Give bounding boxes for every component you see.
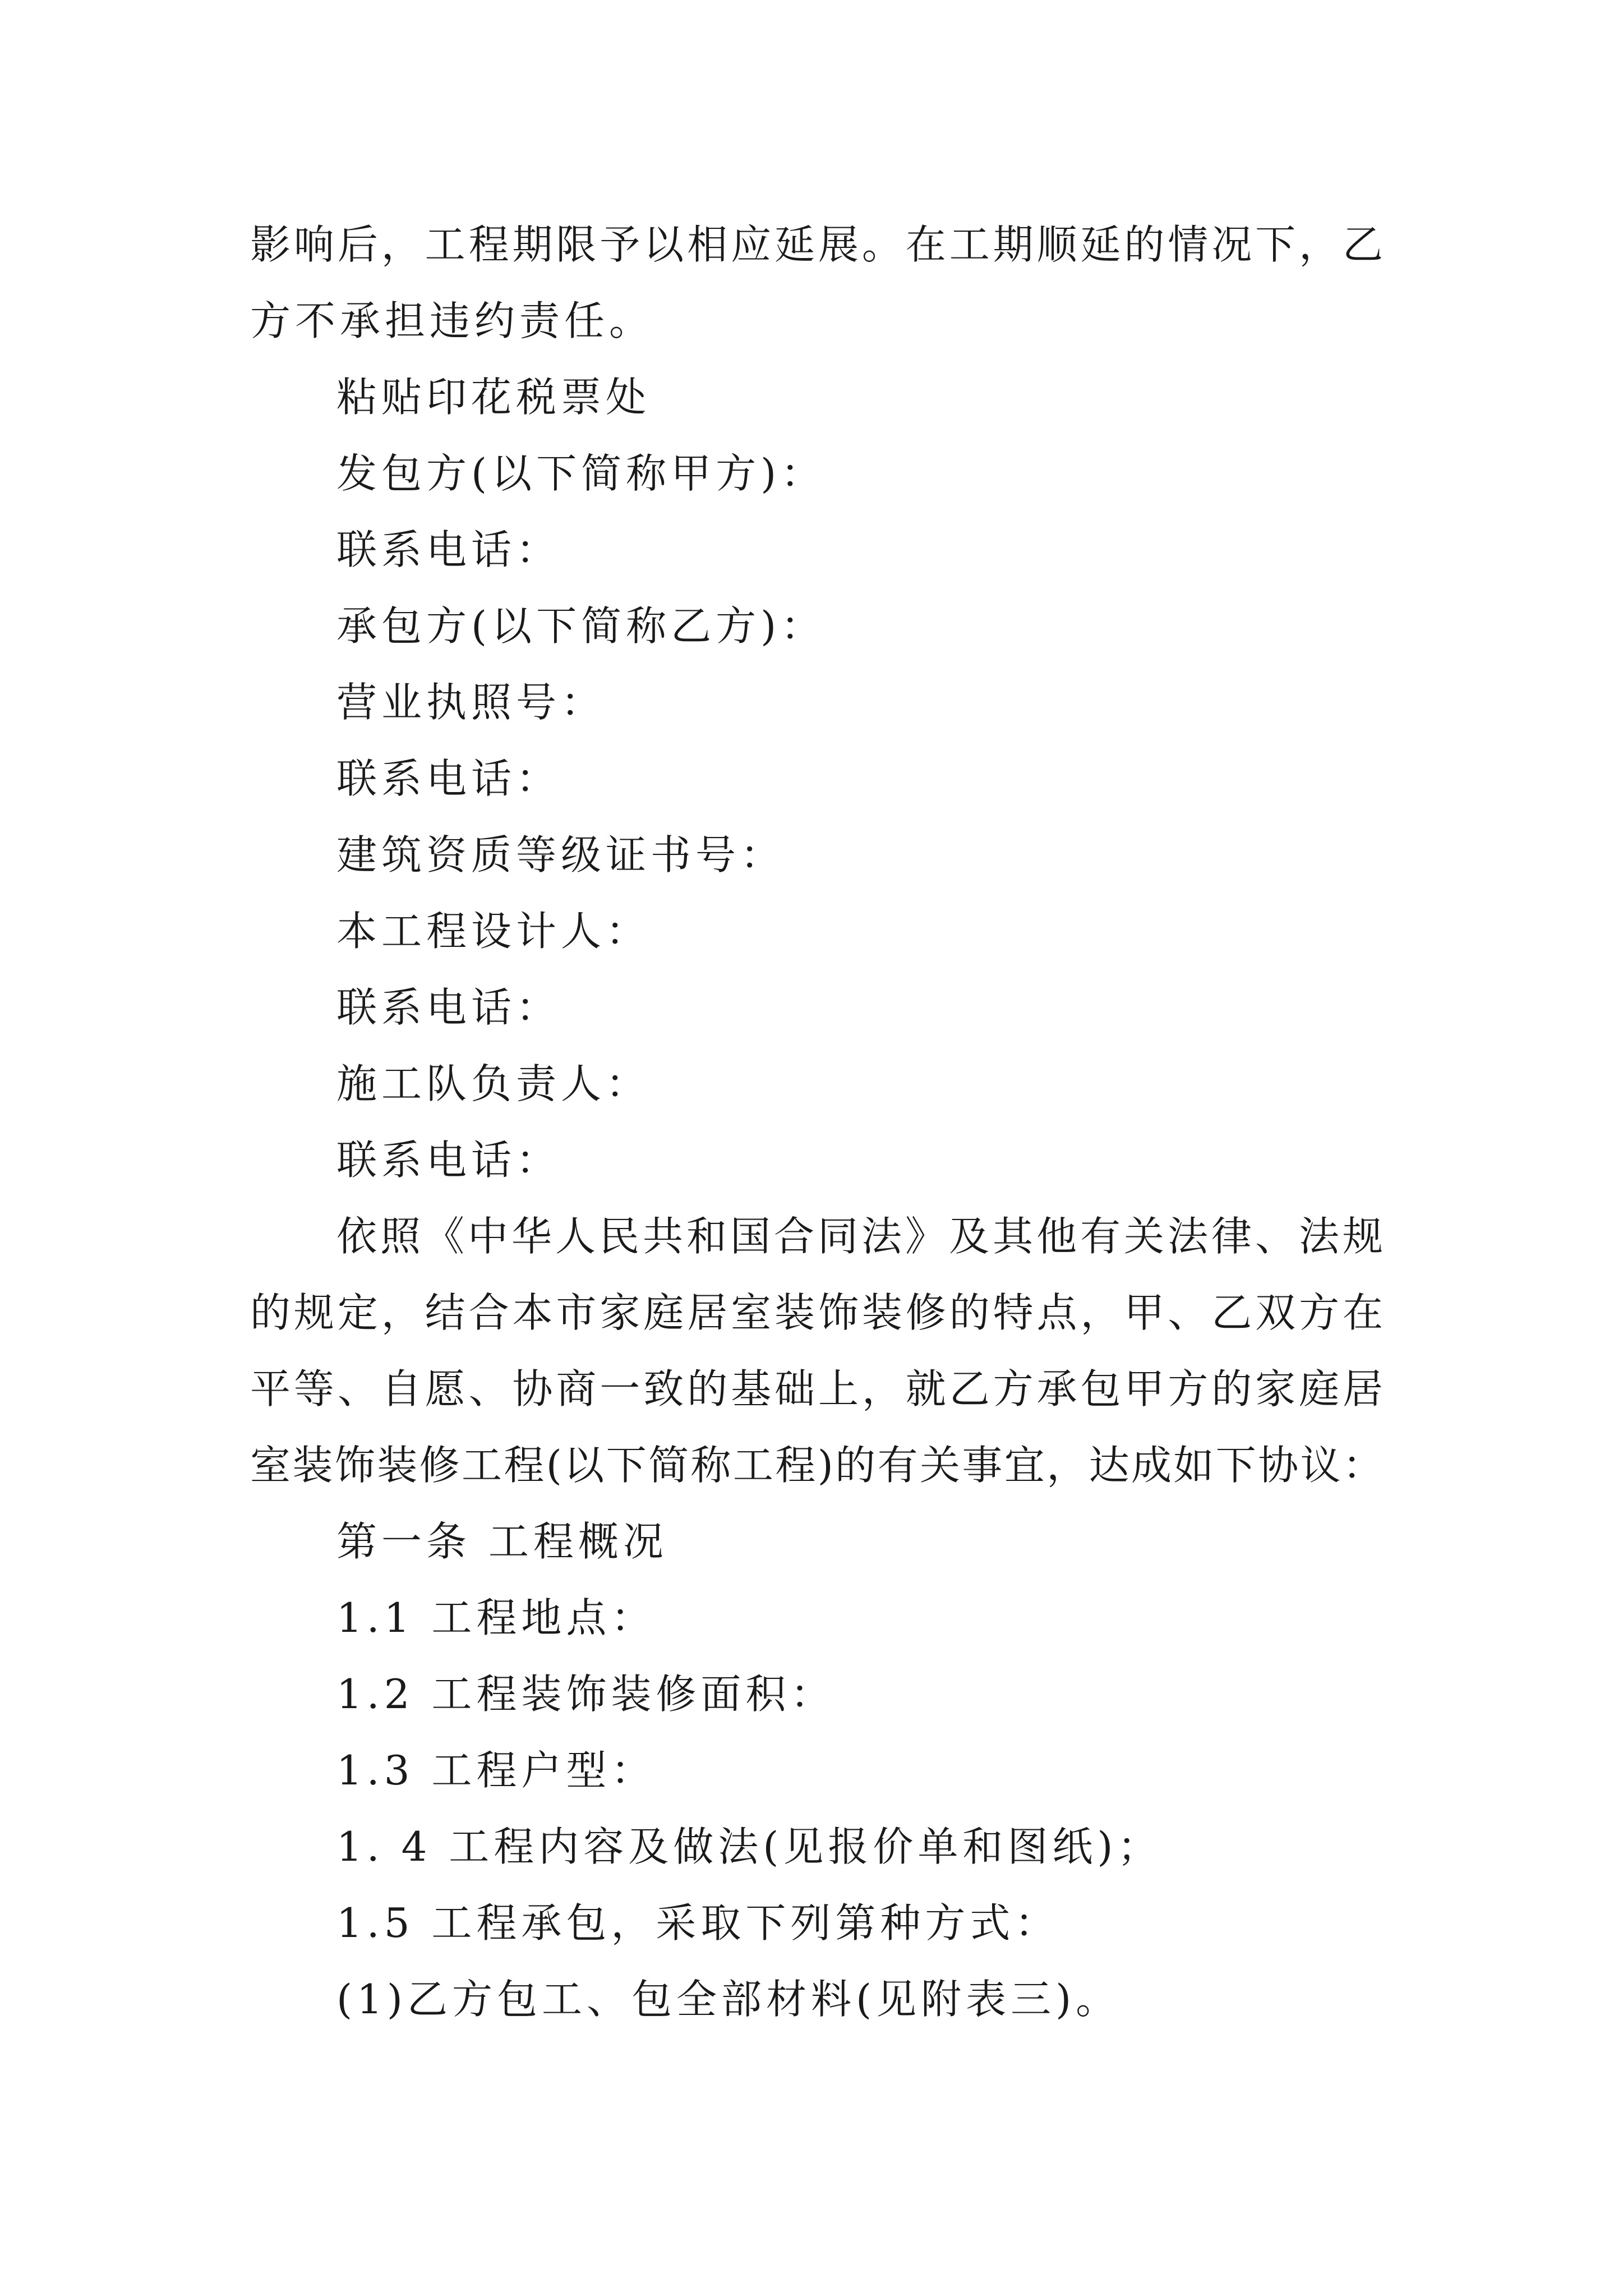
stamp-placeholder-line: 粘贴印花税票处: [336, 374, 651, 421]
contact-phone-line: 联系电话：: [336, 984, 561, 1031]
clause-line: (1)乙方包工、包全部材料(见附表三)。: [336, 1976, 1121, 2023]
article-heading: 第一条 工程概况: [336, 1518, 668, 1565]
paragraph-line: 平等、自愿、协商一致的基础上，就乙方承包甲方的家庭居: [250, 1365, 1383, 1412]
paragraph-line: 依照《中华人民共和国合同法》及其他有关法律、法规: [336, 1213, 1383, 1260]
party-a-line: 发包方(以下简称甲方)：: [336, 450, 826, 497]
qualification-certificate-line: 建筑资质等级证书号：: [336, 831, 786, 878]
clause-line: 1.2 工程装饰装修面积：: [336, 1671, 836, 1718]
clause-line: 1. 4 工程内容及做法(见报价单和图纸)；: [336, 1823, 1163, 1870]
clause-line: 1.1 工程地点：: [336, 1594, 656, 1641]
clause-line: 1.3 工程户型：: [336, 1747, 656, 1794]
party-b-line: 承包方(以下简称乙方)：: [336, 602, 826, 650]
paragraph-line: 方不承担违约责任。: [250, 297, 654, 344]
paragraph-line: 影响后，工程期限予以相应延展。在工期顺延的情况下，乙: [250, 221, 1383, 268]
paragraph-line: 的规定，结合本市家庭居室装饰装修的特点，甲、乙双方在: [250, 1289, 1383, 1336]
designer-line: 本工程设计人：: [336, 908, 651, 955]
business-license-line: 营业执照号：: [336, 679, 606, 726]
contact-phone-line: 联系电话：: [336, 1137, 561, 1184]
contact-phone-line: 联系电话：: [336, 526, 561, 573]
contact-phone-line: 联系电话：: [336, 755, 561, 802]
construction-lead-line: 施工队负责人：: [336, 1060, 651, 1107]
clause-line: 1.5 工程承包，采取下列第种方式：: [336, 1899, 1060, 1947]
paragraph-line: 室装饰装修工程(以下简称工程)的有关事宜，达成如下协议：: [250, 1442, 1383, 1489]
